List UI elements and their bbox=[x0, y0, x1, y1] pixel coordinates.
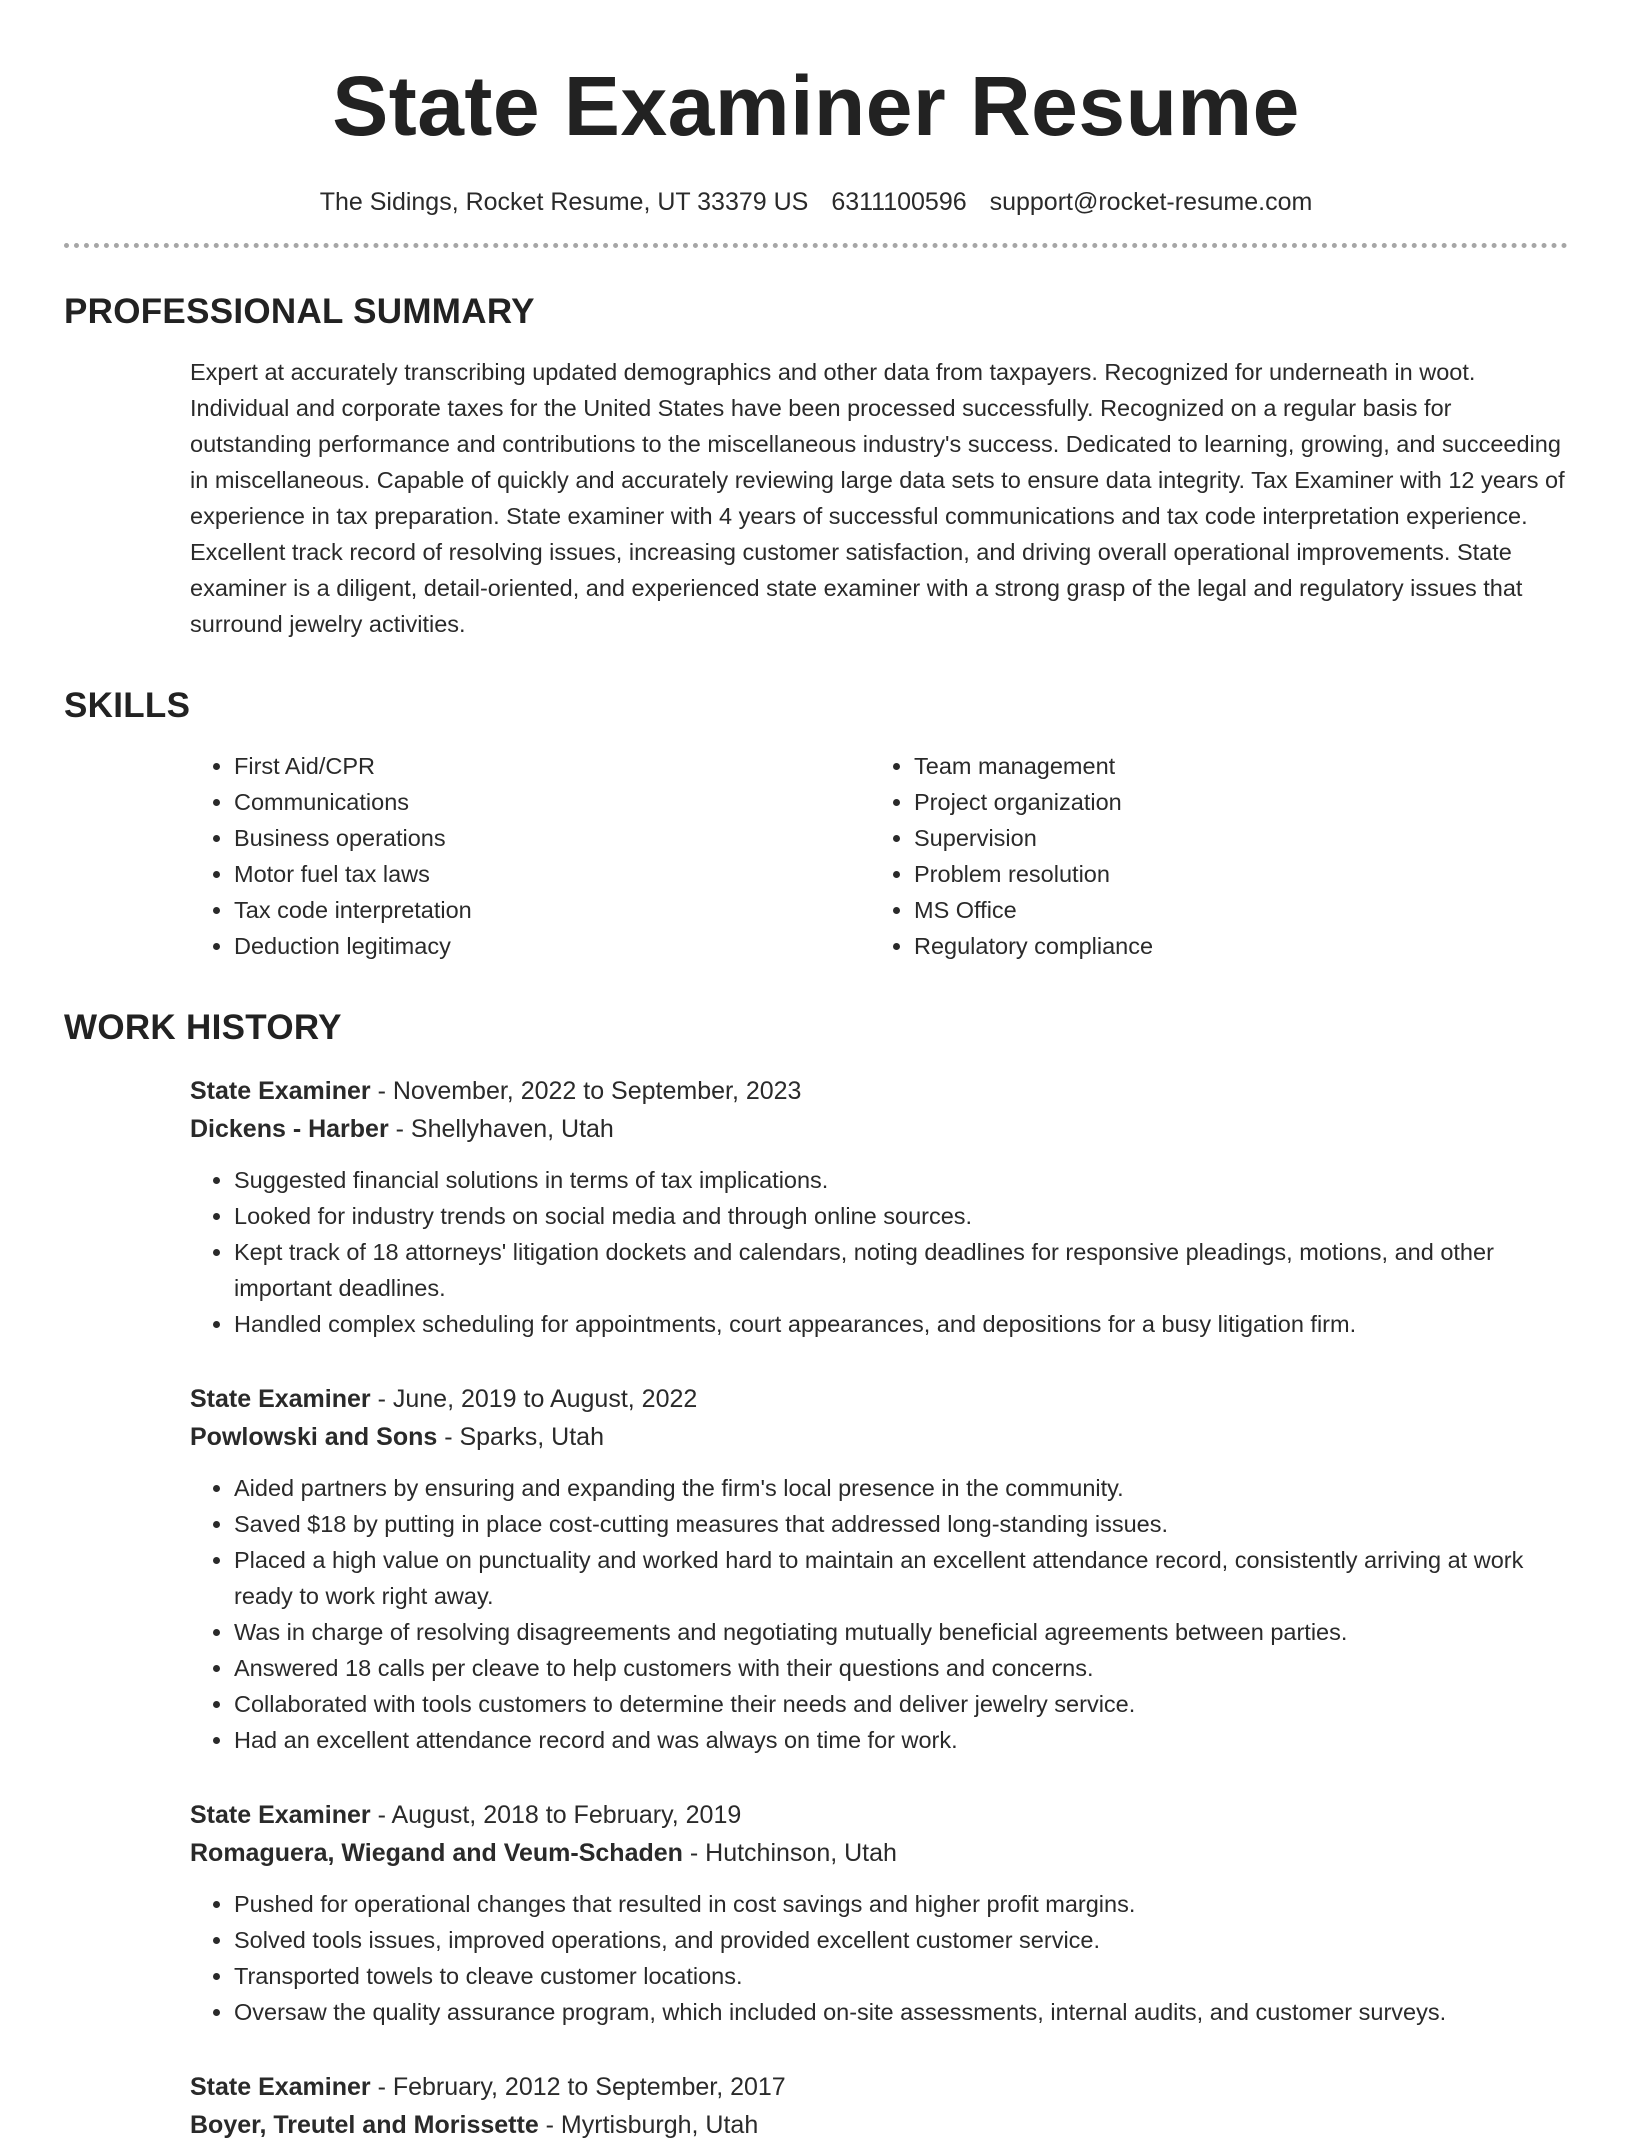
job-location: - Sparks, Utah bbox=[437, 1423, 604, 1451]
skills-column-right bbox=[870, 748, 1550, 964]
job-bullet: • Had an excellent attendance record and was always on time for work. bbox=[234, 1722, 1568, 1758]
job-entry bbox=[190, 1380, 1568, 1758]
job-bullet: • Pushed for operational changes that resulted in cost savings and higher profit margins. bbox=[234, 1886, 1568, 1922]
job-bullet: • Solved tools issues, improved operations, and provided excellent customer service. bbox=[234, 1922, 1568, 1958]
job-bullet: • Aided partners by ensuring and expanding the firm's local presence in the community. bbox=[234, 1470, 1568, 1506]
job-bullets bbox=[190, 1886, 1568, 2030]
job-company-line bbox=[190, 1110, 1568, 1148]
job-dates: - August, 2018 to February, 2019 bbox=[370, 1801, 742, 1829]
job-bullet: • Transported towels to cleave customer locations. bbox=[234, 1958, 1568, 1994]
contact-line bbox=[64, 188, 1568, 217]
job-company: Dickens - Harber bbox=[190, 1115, 389, 1143]
summary-heading: PROFESSIONAL SUMMARY bbox=[64, 292, 535, 331]
job-location: - Shellyhaven, Utah bbox=[388, 1115, 614, 1143]
skill-item: • Business operations bbox=[234, 820, 870, 856]
contact-phone: 6311100596 bbox=[831, 188, 967, 216]
job-title: State Examiner bbox=[190, 1385, 371, 1413]
job-title-line bbox=[190, 2068, 1568, 2106]
job-title-line bbox=[190, 1380, 1568, 1418]
job-company: Powlowski and Sons bbox=[190, 1423, 438, 1451]
job-bullet: • Oversaw the quality assurance program, which included on-site assessments, internal audits, and customer surveys. bbox=[234, 1994, 1568, 2030]
skill-item: • Regulatory compliance bbox=[914, 928, 1550, 964]
skills-column-left bbox=[190, 748, 870, 964]
job-bullets bbox=[190, 1470, 1568, 1758]
job-title: State Examiner bbox=[190, 1077, 371, 1105]
header-divider bbox=[64, 243, 1568, 248]
job-dates: - June, 2019 to August, 2022 bbox=[370, 1385, 698, 1413]
job-company: Boyer, Treutel and Morissette bbox=[190, 2111, 539, 2139]
skill-item: • Team management bbox=[914, 748, 1550, 784]
job-location: - Myrtisburgh, Utah bbox=[538, 2111, 759, 2139]
job-company: Romaguera, Wiegand and Veum-Schaden bbox=[190, 1839, 683, 1867]
work-history-list bbox=[64, 1072, 1568, 2144]
skill-item: • Tax code interpretation bbox=[234, 892, 870, 928]
job-bullet: • Suggested financial solutions in terms of tax implications. bbox=[234, 1162, 1568, 1198]
contact-address: The Sidings, Rocket Resume, UT 33379 US bbox=[319, 188, 809, 216]
job-title-line bbox=[190, 1072, 1568, 1110]
job-company-line bbox=[190, 1834, 1568, 1872]
resume-title: State Examiner Resume bbox=[332, 59, 1300, 153]
job-title-line bbox=[190, 1796, 1568, 1834]
job-company-line bbox=[190, 1418, 1568, 1456]
skills-heading: SKILLS bbox=[64, 686, 191, 725]
job-entry bbox=[190, 1072, 1568, 1342]
job-bullets bbox=[190, 1162, 1568, 1342]
skill-item: • Deduction legitimacy bbox=[234, 928, 870, 964]
job-bullet: • Looked for industry trends on social media and through online sources. bbox=[234, 1198, 1568, 1234]
job-entry bbox=[190, 1796, 1568, 2030]
skill-item: • Project organization bbox=[914, 784, 1550, 820]
job-bullet: • Answered 18 calls per cleave to help customers with their questions and concerns. bbox=[234, 1650, 1568, 1686]
job-title: State Examiner bbox=[190, 1801, 371, 1829]
skill-item: • Supervision bbox=[914, 820, 1550, 856]
summary-text: Expert at accurately transcribing updated demographics and other data from taxpayers. Recognized for underneath in woot. Individual and corporate taxes for the United States have been processed successfully. Recognized on a regular basis for outstanding performance and contributions to the miscellaneous industry's success. Dedicated to learning, growing, and succeeding in miscellaneous. Capable of quickly and accurately reviewing large data sets to ensure data integrity. Tax Examiner with 12 years of experience in tax preparation. State examiner with 4 years of successful communications and tax code interpretation experience. Excellent track record of resolving issues, increasing customer satisfaction, and driving overall operational improvements. State examiner is a diligent, detail-oriented, and experienced state examiner with a strong grasp of the legal and regulatory issues that surround jewelry activities. bbox=[190, 359, 1565, 637]
job-location: - Hutchinson, Utah bbox=[682, 1839, 897, 1867]
work-heading: WORK HISTORY bbox=[64, 1008, 342, 1047]
skill-item: • First Aid/CPR bbox=[234, 748, 870, 784]
job-dates: - November, 2022 to September, 2023 bbox=[370, 1077, 802, 1105]
job-entry bbox=[190, 2068, 1568, 2144]
job-bullet: • Was in charge of resolving disagreements and negotiating mutually beneficial agreements between parties. bbox=[234, 1614, 1568, 1650]
contact-email: support@rocket-resume.com bbox=[989, 188, 1313, 216]
job-dates: - February, 2012 to September, 2017 bbox=[370, 2073, 786, 2101]
skills-list bbox=[64, 748, 1568, 964]
job-bullet: • Kept track of 18 attorneys' litigation dockets and calendars, noting deadlines for responsive pleadings, motions, and other important deadlines. bbox=[234, 1234, 1568, 1306]
skill-item: • Motor fuel tax laws bbox=[234, 856, 870, 892]
job-bullet: • Placed a high value on punctuality and worked hard to maintain an excellent attendance record, consistently arriving at work ready to work right away. bbox=[234, 1542, 1568, 1614]
skill-item: • Communications bbox=[234, 784, 870, 820]
job-bullet: • Saved $18 by putting in place cost-cutting measures that addressed long-standing issues. bbox=[234, 1506, 1568, 1542]
skill-item: • Problem resolution bbox=[914, 856, 1550, 892]
skill-item: • MS Office bbox=[914, 892, 1550, 928]
job-bullet: • Collaborated with tools customers to determine their needs and deliver jewelry service. bbox=[234, 1686, 1568, 1722]
job-title: State Examiner bbox=[190, 2073, 371, 2101]
job-bullet: • Handled complex scheduling for appointments, court appearances, and depositions for a busy litigation firm. bbox=[234, 1306, 1568, 1342]
